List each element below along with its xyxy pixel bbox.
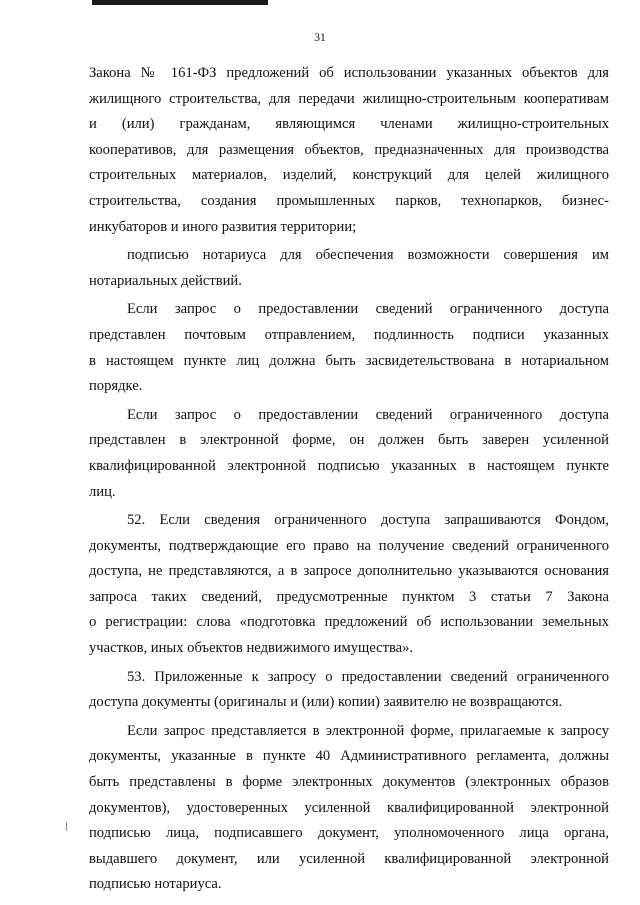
text-line: лиц. bbox=[89, 483, 116, 500]
text-line: представлен в электронной форме, он должен быть заверен усиленной bbox=[89, 432, 609, 449]
text-line: порядке. bbox=[89, 378, 143, 395]
text-line: жилищного строительства, для передачи жилищно-строительным кооперативам bbox=[89, 90, 609, 107]
text-line: и (или) гражданам, являющимся членами жилищно-строительных bbox=[89, 116, 609, 133]
text-line: подписью нотариуса для обеспечения возможности совершения им bbox=[127, 247, 609, 264]
scan-edge-mark bbox=[92, 0, 268, 5]
text-line: представлен почтовым отправлением, подлинность подписи указанных bbox=[89, 326, 609, 343]
text-line: квалифицированной электронной подписью указанных в настоящем пункте bbox=[89, 457, 609, 474]
text-line: Если запрос о предоставлении сведений ограниченного доступа bbox=[127, 301, 609, 318]
text-line: подписью нотариуса. bbox=[89, 876, 222, 893]
text-line: строительных материалов, изделий, конструкций для целей жилищного bbox=[89, 167, 609, 184]
text-line: участков, иных объектов недвижимого имущества». bbox=[89, 640, 414, 657]
text-line: документов), удостоверенных усиленной квалифицированной электронной bbox=[89, 799, 609, 816]
text-line: нотариальных действий. bbox=[89, 272, 242, 289]
text-line: о регистрации: слова «подготовка предложений об использовании земельных bbox=[89, 614, 609, 631]
text-line: 52. Если сведения ограниченного доступа запрашиваются Фондом, bbox=[127, 512, 609, 529]
text-line: подписью лица, подписавшего документ, уполномоченного лица органа, bbox=[89, 825, 609, 842]
text-line: Закона № 161-ФЗ предложений об использовании указанных объектов для bbox=[89, 65, 609, 81]
text-line: Если запрос представляется в электронной форме, прилагаемые к запросу bbox=[127, 722, 609, 739]
paragraph-item-53 bbox=[89, 665, 609, 716]
paragraph-continuation bbox=[89, 61, 609, 240]
text-line: в настоящем пункте лиц должна быть засвидетельствована в нотариальном bbox=[89, 352, 609, 369]
text-line: Если запрос о предоставлении сведений ограниченного доступа bbox=[127, 406, 609, 423]
text-line: 53. Приложенные к запросу о предоставлении сведений ограниченного bbox=[127, 668, 609, 685]
text-line: запроса таких сведений, предусмотренные пунктом 3 статьи 7 Закона bbox=[89, 588, 609, 605]
text-line: кооперативов, для размещения объектов, предназначенных для производства bbox=[89, 141, 609, 158]
text-line: выдавшего документ, или усиленной квалифицированной электронной bbox=[89, 850, 609, 867]
paragraph-notary-signature bbox=[89, 243, 609, 294]
text-line: документы, подтверждающие его право на получение сведений ограниченного bbox=[89, 537, 609, 554]
margin-mark bbox=[66, 822, 67, 831]
text-line: быть представлены в форме электронных документов (электронных образов bbox=[89, 774, 609, 791]
text-line: документы, указанные в пункте 40 Административного регламента, должны bbox=[89, 748, 609, 765]
paragraph-postal-request bbox=[89, 297, 609, 399]
text-line: доступа, не представляются, а в запросе дополнительно указываются основания bbox=[89, 563, 609, 580]
paragraph-item-52 bbox=[89, 508, 609, 662]
paragraph-electronic-documents bbox=[89, 719, 609, 898]
paragraph-electronic-request bbox=[89, 403, 609, 505]
text-line: инкубаторов и иного развития территории; bbox=[89, 218, 357, 235]
text-line: строительства, создания промышленных парков, технопарков, бизнес- bbox=[89, 192, 609, 209]
document-body bbox=[89, 61, 609, 898]
text-line: доступа документы (оригиналы и (или) копии) заявителю не возвращаются. bbox=[89, 694, 563, 711]
page-number: 31 bbox=[314, 32, 326, 44]
